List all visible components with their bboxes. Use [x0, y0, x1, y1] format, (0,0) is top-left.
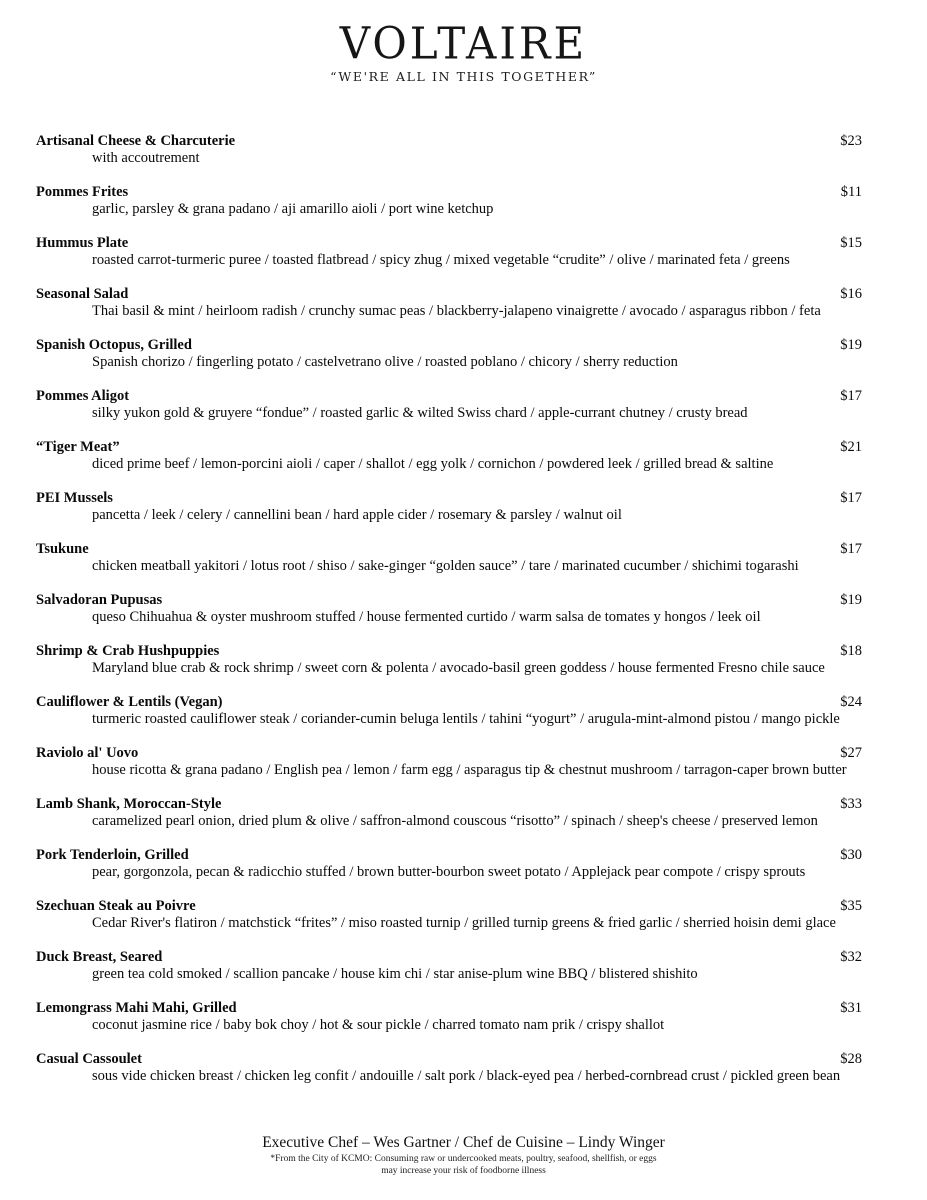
- item-description: Cedar River's flatiron / matchstick “frites” / miso roasted turnip / grilled turnip greens & fried garlic / sherried hoisin demi glace: [92, 915, 836, 931]
- menu-item-header: [36, 745, 862, 762]
- item-description: garlic, parsley & grana padano / aji amarillo aioli / port wine ketchup: [92, 201, 494, 217]
- menu-item-header: [36, 1000, 862, 1017]
- item-price: $16: [840, 286, 862, 302]
- menu-item: [36, 184, 862, 218]
- menu-item: [36, 796, 862, 830]
- restaurant-tagline: “WE'RE ALL IN THIS TOGETHER”: [330, 69, 597, 84]
- item-name: Salvadoran Pupusas: [36, 592, 163, 608]
- menu-item: [36, 745, 862, 779]
- item-description: Thai basil & mint / heirloom radish / crunchy sumac peas / blackberry-jalapeno vinaigrette / avocado / asparagus ribbon / feta: [92, 303, 821, 319]
- item-name: Cauliflower & Lentils (Vegan): [36, 694, 223, 710]
- menu-item: [36, 1000, 862, 1034]
- menu-item-header: [36, 184, 862, 201]
- item-price: $30: [840, 847, 862, 863]
- item-name: Duck Breast, Seared: [36, 949, 163, 965]
- menu-item: [36, 643, 862, 677]
- item-description: turmeric roasted cauliflower steak / coriander-cumin beluga lentils / tahini “yogurt” / arugula-mint-almond pistou / mango pickle: [92, 711, 840, 727]
- item-description: house ricotta & grana padano / English pea / lemon / farm egg / asparagus tip & chestnut mushroom / tarragon-caper brown butter: [92, 762, 847, 778]
- item-description: sous vide chicken breast / chicken leg confit / andouille / salt pork / black-eyed pea / herbed-cornbread crust / pickled green bean: [92, 1068, 841, 1084]
- item-name: Artisanal Cheese & Charcuterie: [36, 133, 236, 149]
- item-price: $31: [840, 1000, 862, 1016]
- item-name: Raviolo al' Uovo: [36, 745, 139, 761]
- item-price: $28: [840, 1051, 862, 1067]
- item-price: $17: [840, 490, 862, 506]
- item-price: $19: [840, 337, 862, 353]
- chefs-line: Executive Chef – Wes Gartner / Chef de Cuisine – Lindy Winger: [262, 1134, 665, 1151]
- menu-item: [36, 1051, 862, 1085]
- menu-item: [36, 592, 862, 626]
- item-name: Szechuan Steak au Poivre: [36, 898, 196, 914]
- item-price: $21: [840, 439, 862, 455]
- disclaimer-line-2: may increase your risk of foodborne illness: [381, 1166, 546, 1176]
- item-price: $17: [840, 541, 862, 557]
- menu-item: [36, 286, 862, 320]
- item-description: diced prime beef / lemon-porcini aioli / caper / shallot / egg yolk / cornichon / powdered leek / grilled bread & saltine: [92, 456, 774, 472]
- item-name: Casual Cassoulet: [36, 1051, 142, 1067]
- item-name: Hummus Plate: [36, 235, 129, 251]
- menu-item: [36, 898, 862, 932]
- item-description: coconut jasmine rice / baby bok choy / hot & sour pickle / charred tomato nam prik / crispy shallot: [92, 1017, 665, 1033]
- menu-item-header: [36, 286, 862, 303]
- item-description: caramelized pearl onion, dried plum & olive / saffron-almond couscous “risotto” / spinach / sheep's cheese / preserved lemon: [92, 813, 818, 829]
- disclaimer: [0, 1153, 927, 1177]
- menu-item-header: [36, 847, 862, 864]
- menu-item-header: [36, 541, 862, 558]
- item-name: PEI Mussels: [36, 490, 113, 506]
- menu-item: [36, 847, 862, 881]
- menu-item-header: [36, 133, 862, 150]
- menu-item-header: [36, 949, 862, 966]
- item-description: Maryland blue crab & rock shrimp / sweet corn & polenta / avocado-basil green goddess / house fermented Fresno chile sauce: [92, 660, 825, 676]
- item-description: pancetta / leek / celery / cannellini bean / hard apple cider / rosemary & parsley / walnut oil: [92, 507, 622, 523]
- menu-item: [36, 439, 862, 473]
- menu-item: [36, 133, 862, 167]
- menu-item-header: [36, 235, 862, 252]
- menu-item-header: [36, 643, 862, 660]
- menu-item: [36, 388, 862, 422]
- item-description: chicken meatball yakitori / lotus root / shiso / sake-ginger “golden sauce” / tare / marinated cucumber / shichimi togarashi: [92, 558, 799, 574]
- header: [0, 17, 927, 84]
- menu-item: [36, 490, 862, 524]
- menu-item-header: [36, 796, 862, 813]
- menu-item: [36, 541, 862, 575]
- item-name: Shrimp & Crab Hushpuppies: [36, 643, 220, 659]
- item-price: $23: [840, 133, 862, 149]
- item-description: queso Chihuahua & oyster mushroom stuffed / house fermented curtido / warm salsa de tomates y hongos / leek oil: [92, 609, 761, 625]
- item-name: Lemongrass Mahi Mahi, Grilled: [36, 1000, 237, 1016]
- menu-item: [36, 235, 862, 269]
- menu-item-header: [36, 592, 862, 609]
- menu-item: [36, 949, 862, 983]
- item-price: $33: [840, 796, 862, 812]
- footer: [0, 1133, 927, 1177]
- item-price: $15: [840, 235, 862, 251]
- item-name: Seasonal Salad: [36, 286, 129, 302]
- item-price: $35: [840, 898, 862, 914]
- item-description: silky yukon gold & gruyere “fondue” / roasted garlic & wilted Swiss chard / apple-currant chutney / crusty bread: [92, 405, 748, 421]
- disclaimer-line-1: *From the City of KCMO: Consuming raw or undercooked meats, poultry, seafood, shellfish, or eggs: [270, 1154, 657, 1164]
- restaurant-logo: VOLTAIRE: [339, 17, 588, 70]
- menu-item-header: [36, 1051, 862, 1068]
- item-name: Pork Tenderloin, Grilled: [36, 847, 189, 863]
- menu-item: [36, 337, 862, 371]
- item-name: Spanish Octopus, Grilled: [36, 337, 192, 353]
- menu-item-header: [36, 694, 862, 711]
- item-description: with accoutrement: [92, 150, 200, 166]
- item-description: Spanish chorizo / fingerling potato / castelvetrano olive / roasted poblano / chicory / sherry reduction: [92, 354, 678, 370]
- menu-item-header: [36, 439, 862, 456]
- menu-item-header: [36, 388, 862, 405]
- item-price: $18: [840, 643, 862, 659]
- item-price: $17: [840, 388, 862, 404]
- item-description: green tea cold smoked / scallion pancake / house kim chi / star anise-plum wine BBQ / blistered shishito: [92, 966, 698, 982]
- menu-item-header: [36, 490, 862, 507]
- item-name: Pommes Frites: [36, 184, 129, 200]
- menu-item-header: [36, 337, 862, 354]
- item-price: $32: [840, 949, 862, 965]
- menu-item: [36, 694, 862, 728]
- item-name: Tsukune: [36, 541, 89, 557]
- item-name: “Tiger Meat”: [36, 439, 120, 455]
- item-price: $27: [840, 745, 862, 761]
- menu-list: [36, 133, 862, 1102]
- item-name: Pommes Aligot: [36, 388, 130, 404]
- item-price: $19: [840, 592, 862, 608]
- item-name: Lamb Shank, Moroccan-Style: [36, 796, 222, 812]
- item-description: roasted carrot-turmeric puree / toasted flatbread / spicy zhug / mixed vegetable “crudite” / olive / marinated feta / greens: [92, 252, 790, 268]
- item-price: $11: [840, 184, 862, 200]
- item-price: $24: [840, 694, 862, 710]
- item-description: pear, gorgonzola, pecan & radicchio stuffed / brown butter-bourbon sweet potato / Applejack pear compote / crispy sprouts: [92, 864, 806, 880]
- menu-item-header: [36, 898, 862, 915]
